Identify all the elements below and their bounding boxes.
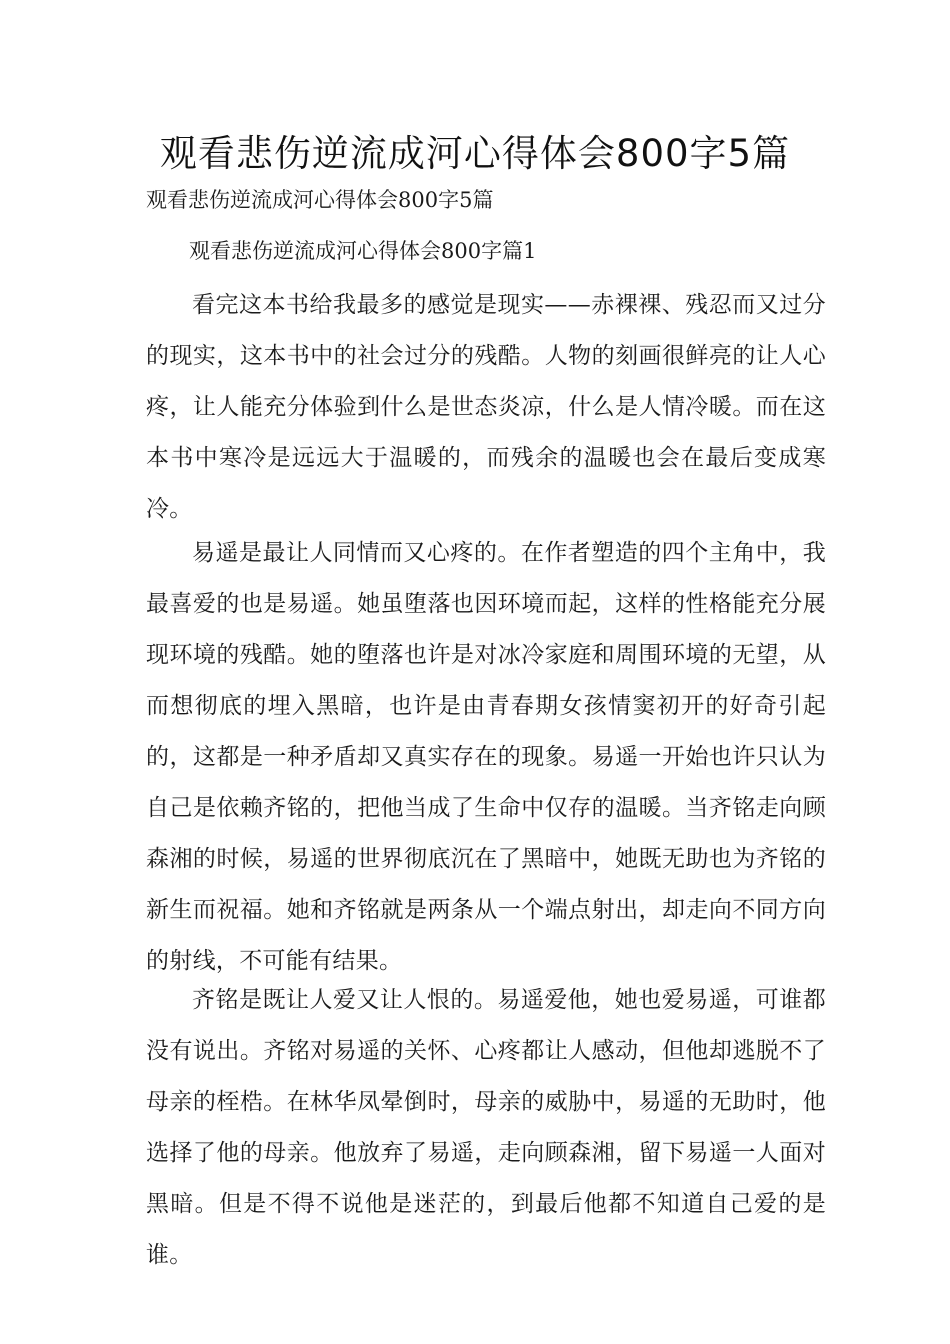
body-paragraph: 齐铭是既让人爱又让人恨的。易遥爱他，她也爱易遥，可谁都没有说出。齐铭对易遥的关怀、心疼都让人感动，但他却逃脱不了母亲的桎梏。在林华凤晕倒时，母亲的威胁中，易遥的无助时，他选择了他的母亲。他放弃了易遥，走向顾森湘，留下易遥一人面对黑暗。但是不得不说他是迷茫的，到最后他都不知道自己爱的是谁。 [146,987,826,1268]
body-paragraph: 看完这本书给我最多的感觉是现实——赤裸裸、残忍而又过分的现实，这本书中的社会过分的残酷。人物的刻画很鲜亮的让人心疼，让人能充分体验到什么是世态炎凉，什么是人情冷暖。而在这本书中寒冷是远远大于温暖的，而残余的温暖也会在最后变成寒冷。 [146,292,826,522]
section-heading: 观看悲伤逆流成河心得体会800字篇1 [189,239,537,263]
document-title: 观看悲伤逆流成河心得体会800字5篇 [159,132,791,175]
document-subtitle: 观看悲伤逆流成河心得体会800字5篇 [146,188,494,212]
body-paragraph: 易遥是最让人同情而又心疼的。在作者塑造的四个主角中，我最喜爱的也是易遥。她虽堕落也因环境而起，这样的性格能充分展现环境的残酷。她的堕落也许是对冰冷家庭和周围环境的无望，从而想彻底的埋入黑暗，也许是由青春期女孩情窦初开的好奇引起的，这都是一种矛盾却又真实存在的现象。易遥一开始也许只认为自己是依赖齐铭的，把他当成了生命中仅存的温暖。当齐铭走向顾森湘的时候，易遥的世界彻底沉在了黑暗中，她既无助也为齐铭的新生而祝福。她和齐铭就是两条从一个端点射出，却走向不同方向的射线，不可能有结果。 [146,540,826,974]
